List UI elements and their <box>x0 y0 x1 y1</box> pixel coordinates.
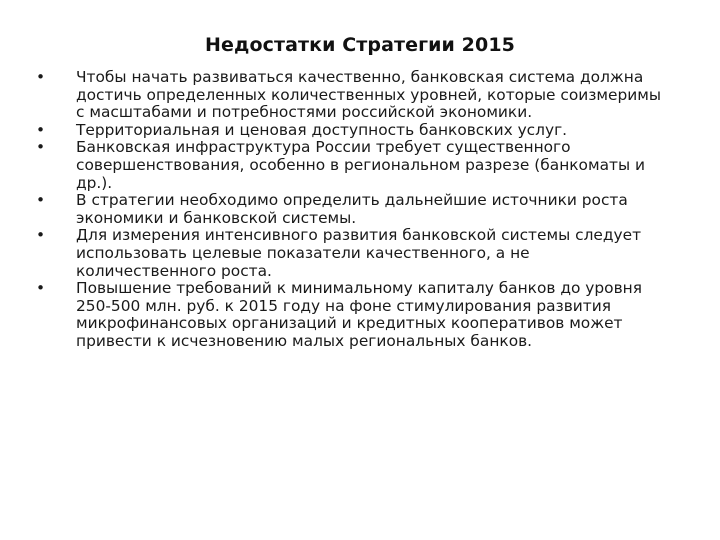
bullet-item <box>20 69 700 122</box>
bullet-item <box>20 139 700 192</box>
bullet-dot-icon: • <box>36 120 46 139</box>
bullet-text: Территориальная и ценовая доступность банковских услуг. <box>76 120 568 139</box>
bullet-text: Для измерения интенсивного развития банковской системы следует использовать целевые показатели качественного, а не количественного роста. <box>76 226 642 280</box>
bullet-text: Повышение требований к минимальному капиталу банков до уровня 250-500 млн. руб. к 2015 году на фоне стимулирования развития микрофинансовых организаций и кредитных кооперативов может привести к исчезновению малых региональных банков. <box>76 279 642 350</box>
slide-title <box>0 34 720 56</box>
bullet-text: Чтобы начать развиваться качественно, банковская система должна достичь определенных количественных уровней, которые соизмеримы с масштабами и потребностями российской экономики. <box>76 68 662 122</box>
bullet-item <box>20 192 700 227</box>
bullet-dot-icon: • <box>36 279 46 298</box>
bullet-item <box>20 122 700 140</box>
bullet-text: В стратегии необходимо определить дальнейшие источники роста экономики и банковской системы. <box>76 191 628 227</box>
bullet-dot-icon: • <box>36 138 46 157</box>
bullet-item <box>20 227 700 280</box>
bullet-dot-icon: • <box>36 68 46 86</box>
bullet-dot-icon: • <box>36 226 46 245</box>
slide-title-text: Недостатки Стратегии 2015 <box>205 34 515 56</box>
bullet-list <box>20 69 700 351</box>
bullet-item <box>20 280 700 350</box>
bullet-text: Банковская инфраструктура России требует существенного совершенствования, особенно в региональном разрезе (банкоматы и др.). <box>76 138 646 192</box>
bullet-dot-icon: • <box>36 191 46 210</box>
